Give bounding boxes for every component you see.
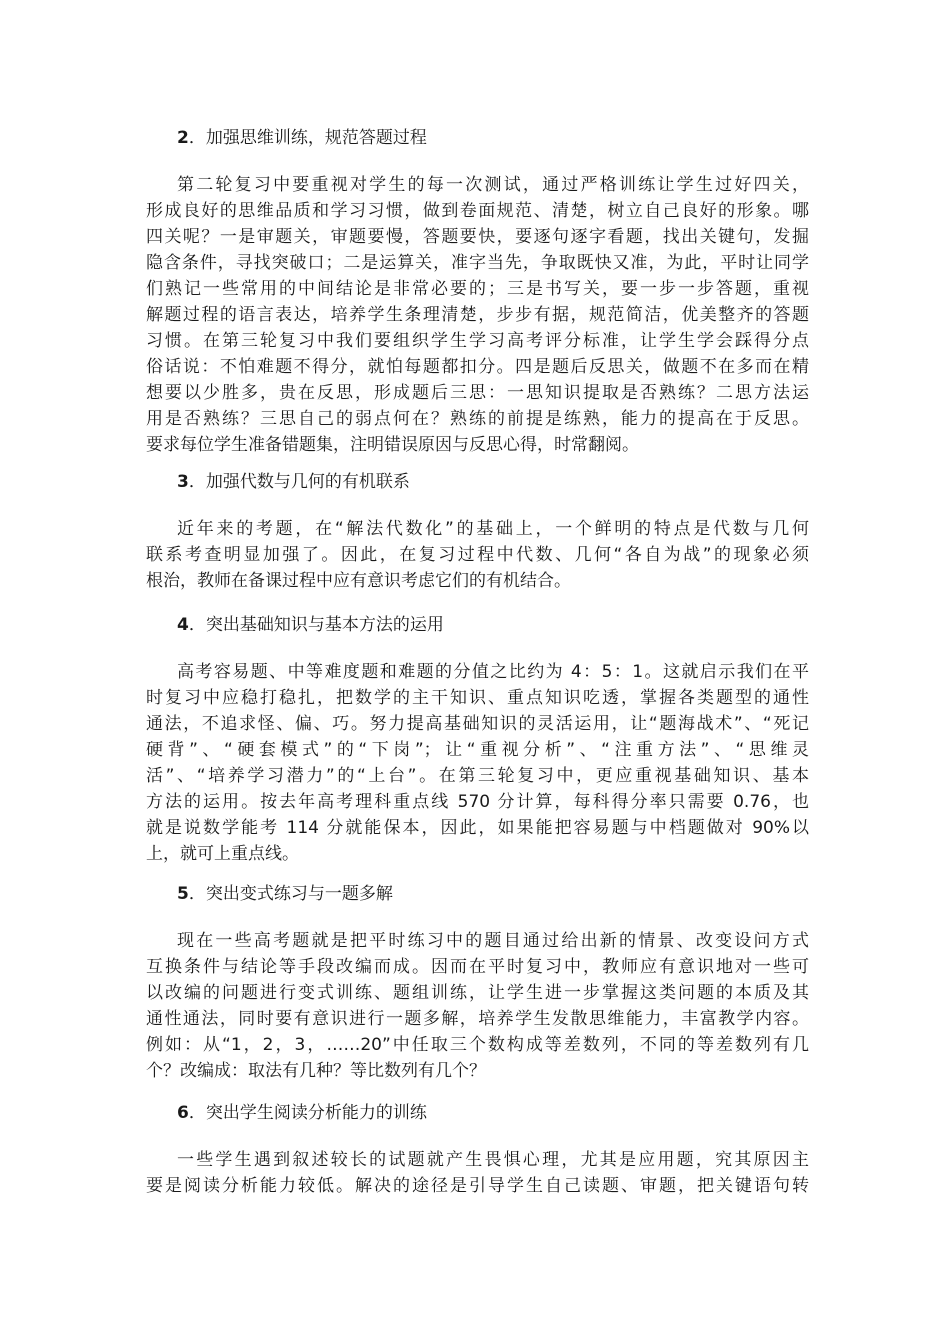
paragraph-line: 解题过程的语言表达，培养学生条理清楚，步步有据，规范简洁，优美整齐的答题: [146, 305, 809, 325]
paragraph-line: 想要以少胜多，贵在反思，形成题后三思：一思知识提取是否熟练？二思方法运: [146, 383, 809, 403]
paragraph-line: 个？改编成：取法有几种？等比数列有几个？: [146, 1061, 486, 1081]
section-number: 4: [177, 615, 189, 635]
section-number: 3: [177, 472, 189, 492]
paragraph-line: 通法，不追求怪、偏、巧。努力提高基础知识的灵活运用，让“题海战术”、“死记: [146, 714, 809, 734]
section-title: 突出基础知识与基本方法的运用: [205, 615, 444, 635]
section-title: 突出学生阅读分析能力的训练: [205, 1103, 427, 1123]
paragraph-line: 时复习中应稳打稳扎，把数学的主干知识、重点知识吃透，掌握各类题型的通性: [146, 688, 809, 708]
section-paragraph-5: [146, 928, 809, 1084]
paragraph-line: 活”、“培养学习潜力”的“上台”。在第三轮复习中，更应重视基础知识、基本: [146, 766, 809, 786]
paragraph-line: 们熟记一些常用的中间结论是非常必要的；三是书写关，要一步一步答题，重视: [146, 279, 809, 299]
section-paragraph-3: [146, 516, 809, 594]
paragraph-line: 联系考查明显加强了。因此，在复习过程中代数、几何“各自为战”的现象必须: [146, 545, 809, 565]
section-number: 5: [177, 884, 189, 904]
paragraph-line: 高考容易题、中等难度题和难题的分值之比约为 4：5：1。这就启示我们在平: [177, 662, 809, 682]
section-heading-4: 4．突出基础知识与基本方法的运用: [177, 615, 444, 635]
paragraph-line: 习惯。在第三轮复习中我们要组织学生学习高考评分标准，让学生学会踩得分点: [146, 331, 809, 351]
paragraph-line: 就是说数学能考 114 分就能保本，因此，如果能把容易题与中档题做对 90%以: [146, 818, 809, 838]
paragraph-line: 用是否熟练？三思自己的弱点何在？熟练的前提是练熟，能力的提高在于反思。: [146, 409, 809, 429]
section-title: 加强思维训练，规范答题过程: [205, 128, 427, 148]
section-title: 突出变式练习与一题多解: [205, 884, 393, 904]
section-number: 6: [177, 1103, 189, 1123]
section-heading-5: 5．突出变式练习与一题多解: [177, 884, 393, 904]
paragraph-line: 第二轮复习中要重视对学生的每一次测试，通过严格训练让学生过好四关，: [177, 175, 809, 195]
paragraph-line: 一些学生遇到叙述较长的试题就产生畏惧心理，尤其是应用题，究其原因主: [177, 1150, 809, 1170]
section-paragraph-4: [146, 659, 809, 867]
paragraph-line: 方法的运用。按去年高考理科重点线 570 分计算，每科得分率只需要 0.76，也: [146, 792, 809, 812]
section-heading-6: 6．突出学生阅读分析能力的训练: [177, 1103, 427, 1123]
paragraph-line: 要是阅读分析能力较低。解决的途径是引导学生自己读题、审题，把关键语句转: [146, 1176, 809, 1196]
paragraph-line: 形成良好的思维品质和学习习惯，做到卷面规范、清楚，树立自己良好的形象。哪: [146, 201, 809, 221]
paragraph-line: 隐含条件，寻找突破口；二是运算关，准字当先，争取既快又准，为此，平时让同学: [146, 253, 809, 273]
paragraph-line: 硬背”、“硬套模式”的“下岗”；让“重视分析”、“注重方法”、“思维灵: [146, 740, 809, 760]
section-paragraph-2: [146, 172, 809, 458]
paragraph-line: 四关呢？一是审题关，审题要慢，答题要快，要逐句逐字看题，找出关键句，发掘: [146, 227, 809, 247]
paragraph-line: 以改编的问题进行变式训练、题组训练，让学生进一步掌握这类问题的本质及其: [146, 983, 809, 1003]
paragraph-line: 俗话说：不怕难题不得分，就怕每题都扣分。四是题后反思关，做题不在多而在精: [146, 357, 809, 377]
paragraph-line: 上，就可上重点线。: [146, 844, 299, 864]
paragraph-line: 现在一些高考题就是把平时练习中的题目通过给出新的情景、改变设问方式: [177, 931, 809, 951]
paragraph-line: 近年来的考题，在“解法代数化”的基础上，一个鲜明的特点是代数与几何: [177, 519, 809, 539]
paragraph-line: 通性通法，同时要有意识进行一题多解，培养学生发散思维能力，丰富教学内容。: [146, 1009, 809, 1029]
section-paragraph-6: [146, 1147, 809, 1199]
section-heading-3: 3．加强代数与几何的有机联系: [177, 472, 410, 492]
section-heading-2: 2．加强思维训练，规范答题过程: [177, 128, 427, 148]
paragraph-line: 根治，教师在备课过程中应有意识考虑它们的有机结合。: [146, 571, 571, 591]
paragraph-line: 例如：从“1，2，3，……20”中任取三个数构成等差数列，不同的等差数列有几: [146, 1035, 809, 1055]
paragraph-line: 要求每位学生准备错题集，注明错误原因与反思心得，时常翻阅。: [146, 435, 639, 455]
paragraph-line: 互换条件与结论等手段改编而成。因而在平时复习中，教师应有意识地对一些可: [146, 957, 809, 977]
section-title: 加强代数与几何的有机联系: [205, 472, 410, 492]
section-number: 2: [177, 128, 189, 148]
